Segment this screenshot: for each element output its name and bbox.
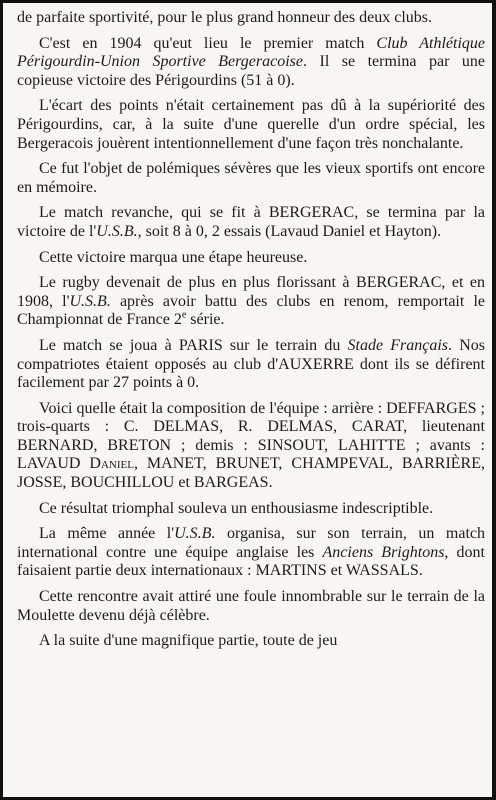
stade-francais-italic: Stade Français [347,336,449,354]
paragraph-text: Ce fut l'objet de polémiques sévères que les vieux sportifs ont encore en mémoire. [17,160,485,196]
document-page [17,9,485,658]
paragraph-text: L'écart des points n'était certainement pas dû à la supériorité des Périgourdins, car, à la suite d'une querelle d'un ordre spécial, les Bergeracois jouèrent intentionnellement d'une façon très nonchalante. [17,97,485,152]
paragraph-text: A la suite d'une magnifique partie, toute de jeu [39,632,338,650]
usb-italic: U.S.B. [174,525,216,543]
paragraph-6 [17,249,485,268]
anciens-brightons-italic: Anciens Brightons [322,543,445,561]
paragraph-8 [17,337,485,393]
paragraph-7 [17,274,485,330]
paragraph-1 [17,9,485,28]
paragraph-text: , soit 8 à 0, 2 essais (Lavaud Daniel et Hayton). [137,222,442,240]
usb-italic: U.S.B. [96,222,138,240]
paragraph-10 [17,500,485,519]
usb-italic: U.S.B. [69,292,111,310]
paragraph-11 [17,525,485,581]
paragraph-13 [17,632,485,651]
paragraph-text: Voici quelle était la composition de l'équipe : arrière : DEFFARGES ; trois-quarts : C. DELMAS, R. DELMAS, CARAT, lieutenant BERNARD, BRETON ; demis : SINSOUT, LAHITTE ; avants : LAVAUD [17,399,485,473]
paragraph-text: C'est en 1904 qu'eut lieu le premier match [39,34,377,52]
paragraph-text: Le match se joua à PARIS sur le terrain du [39,336,348,354]
paragraph-text: Cette victoire marqua une étape heureuse. [39,248,308,266]
paragraph-text: La même année l' [39,525,175,543]
paragraph-text: . Nos compatriotes étaient opposés au club d'AUXERRE dont ils se défirent facilement par 27 points à 0. [17,336,485,392]
paragraph-text: . Il se termina par une copieuse victoire des Périgourdins (51 à 0). [17,53,486,89]
paragraph-3 [17,97,485,153]
paragraph-text: série. [186,311,225,329]
paragraph-text: Le match revanche, qui se fit à BERGERAC, se termina par la victoire de l' [17,204,485,240]
paragraph-text: organisa, sur son terrain, un match international contre une équipe anglaise les [17,525,485,561]
paragraph-2 [17,35,485,91]
paragraph-9 [17,400,485,493]
superscript: e [181,309,187,321]
paragraph-text: Ce résultat triomphal souleva un enthousiasme indescriptible. [39,499,434,517]
small-caps-name: Daniel [89,455,134,473]
paragraph-4 [17,160,485,197]
paragraph-text: , dont faisaient partie deux internationaux : MARTINS et WASSALS. [17,543,485,580]
paragraph-12 [17,588,485,625]
paragraph-5 [17,204,485,241]
paragraph-text: après avoir battu des clubs en renom, remportait le Championnat de France 2 [17,292,486,329]
paragraph-text: Le rugby devenait de plus en plus florissant à BERGERAC, et en 1908, l' [17,274,485,310]
paragraph-text: , MANET, BRUNET, CHAMPEVAL, BARRIÈRE, JOSSE, BOUCHILLOU et BARGEAS. [17,455,486,492]
club-names-italic: Club Athlétique Périgourdin-Union Sportive Bergeracoise [17,34,485,71]
paragraph-text: Cette rencontre avait attiré une foule innombrable sur le terrain de la Moulette devenu déjà célèbre. [17,588,485,624]
paragraph-text: de parfaite sportivité, pour le plus grand honneur des deux clubs. [17,9,432,26]
